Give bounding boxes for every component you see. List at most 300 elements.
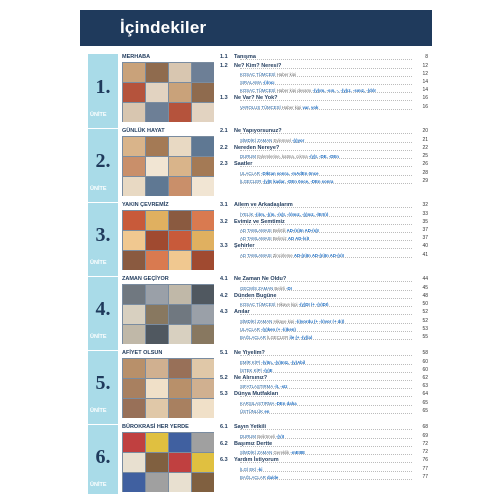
photo-tile bbox=[123, 379, 145, 398]
leader-dots bbox=[240, 462, 412, 463]
topic-suffix: -(y)ım, -sın, -, -(y)ız, -sınız, -(dı)r bbox=[312, 88, 377, 93]
unit-label: ÜNİTE bbox=[90, 334, 107, 340]
page-number: 64 bbox=[422, 391, 428, 397]
topic-name: AD TAMLAMASI bbox=[240, 228, 272, 233]
toc-lesson-row[interactable] bbox=[220, 54, 428, 61]
unit-tab[interactable] bbox=[88, 424, 118, 492]
unit-title: BÜROKRASİ HER YERDE bbox=[122, 424, 189, 430]
leader-dots bbox=[240, 290, 412, 291]
photo-tile bbox=[123, 453, 145, 472]
leader-dots bbox=[240, 331, 412, 332]
leader-dots bbox=[240, 372, 412, 373]
toc-grammar-row[interactable] bbox=[220, 433, 428, 440]
page-number: 12 bbox=[422, 62, 428, 69]
toc-grammar-row[interactable] bbox=[220, 79, 428, 86]
lesson-number: 4.2 bbox=[220, 292, 228, 299]
leader-dots bbox=[240, 240, 412, 241]
toc-lesson-row[interactable] bbox=[220, 161, 428, 168]
photo-tile bbox=[123, 157, 145, 176]
toc-grammar-row[interactable] bbox=[220, 326, 428, 333]
toc-lesson-row[interactable] bbox=[220, 128, 428, 135]
photo-tile bbox=[192, 103, 214, 122]
lesson-number: 1.3 bbox=[220, 95, 228, 101]
page-number: 76 bbox=[422, 457, 428, 463]
toc-lesson-row[interactable] bbox=[220, 243, 428, 250]
page-number: 58 bbox=[422, 350, 428, 356]
toc-grammar-row[interactable] bbox=[220, 383, 428, 390]
unit-number: 6. bbox=[95, 446, 111, 468]
photo-tile bbox=[146, 305, 168, 324]
topic-suffix: da/de bbox=[267, 474, 279, 480]
leader-dots bbox=[240, 471, 412, 472]
page-number: 14 bbox=[422, 87, 428, 93]
topic-name: Ne Yiyelim? bbox=[234, 350, 265, 356]
photo-tile bbox=[192, 379, 214, 398]
toc-grammar-row[interactable] bbox=[220, 408, 428, 415]
topic-suffix: en bbox=[264, 408, 270, 414]
toc-lesson-row[interactable] bbox=[220, 457, 428, 464]
toc-lesson-row[interactable] bbox=[220, 391, 428, 398]
unit-toc bbox=[220, 202, 432, 272]
topic-name: İSTEK KİPİ bbox=[240, 367, 262, 373]
lesson-number: 5.2 bbox=[220, 374, 228, 381]
page-number: 14 bbox=[422, 79, 428, 85]
leader-dots bbox=[240, 323, 412, 324]
unit-photo-collage bbox=[122, 432, 214, 492]
toc-grammar-row[interactable] bbox=[220, 466, 428, 473]
topic-suffix: -(y)I, -DE, -DEn bbox=[308, 154, 339, 159]
leader-dots bbox=[240, 380, 412, 381]
photo-tile bbox=[192, 177, 214, 196]
topic-name: KOŞAÇ TÜMCESİ bbox=[240, 302, 276, 307]
leader-dots bbox=[240, 84, 412, 85]
unit-tab[interactable] bbox=[88, 202, 118, 270]
leader-dots bbox=[240, 142, 412, 143]
toc-lesson-row[interactable] bbox=[220, 145, 428, 152]
leader-dots bbox=[240, 92, 412, 93]
lesson-number: 3.1 bbox=[220, 202, 228, 208]
toc-grammar-row[interactable] bbox=[220, 137, 428, 144]
photo-tile bbox=[123, 251, 145, 270]
photo-tile bbox=[192, 83, 214, 102]
photo-tile bbox=[192, 137, 214, 156]
unit-separator bbox=[88, 128, 118, 129]
leader-dots bbox=[240, 446, 412, 447]
topic-note: Belirtili bbox=[272, 228, 286, 233]
leader-dots bbox=[240, 207, 412, 208]
topic-name: SIFATLAŞTIRMA bbox=[240, 384, 273, 389]
photo-tile bbox=[192, 453, 214, 472]
toc-lesson-row[interactable] bbox=[220, 202, 428, 209]
topic-name: AD TAMLAMASI bbox=[240, 252, 272, 258]
photo-tile bbox=[192, 399, 214, 418]
toc-lesson-row[interactable] bbox=[220, 219, 428, 226]
photo-tile bbox=[123, 211, 145, 230]
leader-dots bbox=[240, 175, 412, 176]
leader-dots bbox=[240, 298, 412, 299]
topic-suffix: -(y)E bbox=[262, 367, 273, 373]
lesson-number: 4.1 bbox=[220, 276, 228, 282]
page-number: 60 bbox=[422, 366, 428, 373]
toc-grammar-row[interactable] bbox=[220, 153, 428, 160]
leader-dots bbox=[240, 388, 412, 389]
unit-tab[interactable] bbox=[88, 54, 118, 122]
page-number: 21 bbox=[422, 136, 428, 143]
page-number: 16 bbox=[422, 95, 428, 101]
leader-dots bbox=[240, 396, 412, 397]
page-number: 37 bbox=[422, 227, 428, 233]
toc-lesson-row[interactable] bbox=[220, 441, 428, 448]
page-number: 69 bbox=[422, 432, 428, 439]
topic-suffix: -(y)E kadar, -DEn önce, -DEn sonra bbox=[262, 178, 334, 184]
toc-grammar-row[interactable] bbox=[220, 87, 428, 94]
lesson-number: 2.3 bbox=[220, 161, 228, 167]
page-number: 16 bbox=[422, 103, 428, 110]
topic-name: Nereden Nereye? bbox=[234, 144, 280, 151]
topic-name: Sayın Yetkili bbox=[234, 424, 267, 430]
page-number: 22 bbox=[422, 144, 428, 151]
photo-tile bbox=[169, 453, 191, 472]
photo-tile bbox=[123, 433, 145, 452]
lesson-number: 5.1 bbox=[220, 350, 228, 356]
topic-suffix: -(y)In, -(y)InIz, -(y)Abil bbox=[261, 359, 306, 365]
photo-tile bbox=[192, 231, 214, 250]
unit-number: 2. bbox=[95, 150, 111, 172]
leader-dots bbox=[240, 166, 412, 167]
topic-note: Haber kipi devamı bbox=[276, 88, 312, 93]
topic-suffix: ile (+ -(y)la) bbox=[289, 334, 313, 340]
unit-label: ÜNİTE bbox=[90, 260, 107, 266]
topic-name: KOŞAÇ TÜMCESİ bbox=[240, 88, 276, 93]
page-number: 35 bbox=[422, 218, 428, 225]
photo-tile bbox=[146, 433, 168, 452]
topic-suffix: -(ı)yor bbox=[292, 137, 305, 143]
topic-name: Ne Yapıyorsunuz? bbox=[234, 128, 282, 134]
toc-lesson-row[interactable] bbox=[220, 309, 428, 316]
toc-grammar-row[interactable] bbox=[220, 400, 428, 407]
topic-name: Evimiz ve Semtimiz bbox=[234, 218, 285, 225]
photo-tile bbox=[192, 433, 214, 452]
leader-dots bbox=[240, 68, 412, 69]
toc-lesson-row[interactable] bbox=[220, 293, 428, 300]
toc-grammar-row[interactable] bbox=[220, 235, 428, 242]
topic-suffix: -lI, -sIz bbox=[274, 384, 288, 389]
unit-number: 1. bbox=[95, 76, 111, 98]
topic-name: Ailem ve Arkadaşlarım bbox=[234, 202, 293, 208]
page-number: 55 bbox=[422, 333, 428, 340]
toc-lesson-row[interactable] bbox=[220, 63, 428, 70]
photo-tile bbox=[146, 103, 168, 122]
lesson-number: 3.3 bbox=[220, 243, 228, 249]
leader-dots bbox=[240, 438, 412, 439]
topic-note: İLGEÇLER bbox=[267, 334, 289, 340]
topic-note: Belirsiz bbox=[272, 236, 287, 241]
photo-tile bbox=[192, 63, 214, 82]
page-number: 26 bbox=[422, 161, 428, 167]
toc-grammar-row[interactable] bbox=[220, 178, 428, 185]
unit-tab[interactable] bbox=[88, 350, 118, 418]
topic-suffix: -ki bbox=[257, 466, 263, 472]
photo-tile bbox=[123, 231, 145, 250]
photo-tile bbox=[123, 473, 145, 492]
topic-suffix: -(ı)yordu (+ -(ı)yor (+ dı)) bbox=[295, 318, 345, 324]
page-number: 77 bbox=[422, 465, 428, 472]
unit-separator bbox=[88, 424, 118, 425]
topic-name: VAROLUŞ TÜMCESİ bbox=[240, 104, 281, 110]
page-number: 68 bbox=[422, 424, 428, 430]
toc-lesson-row[interactable] bbox=[220, 95, 428, 102]
leader-dots bbox=[240, 364, 412, 365]
topic-name: AD TAMLAMASI bbox=[240, 236, 272, 241]
toc-grammar-row[interactable] bbox=[220, 449, 428, 456]
topic-name: BAĞLAÇLAR bbox=[240, 474, 266, 480]
leader-dots bbox=[240, 314, 412, 315]
leader-dots bbox=[240, 429, 412, 430]
topic-suffix: -(ı)m, -(ı)n, -(s)I, -(ı)mız, -(ı)nız, -lErI(ı) bbox=[254, 211, 329, 217]
topic-suffix: -(y)DI (+ -(y)DI) bbox=[298, 302, 329, 307]
toc-lesson-row[interactable] bbox=[220, 424, 428, 431]
leader-dots bbox=[240, 306, 412, 307]
topic-note: Eylemlerine, katma, çıkma bbox=[257, 154, 308, 159]
photo-tile bbox=[169, 103, 191, 122]
topic-suffix: var, yok bbox=[302, 104, 319, 110]
photo-tile bbox=[192, 325, 214, 344]
photo-tile bbox=[146, 63, 168, 82]
topic-name: DURUM bbox=[240, 433, 256, 439]
topic-name: BAĞLAÇLAR bbox=[240, 334, 266, 340]
toc-grammar-row[interactable] bbox=[220, 104, 428, 111]
unit-number: 4. bbox=[95, 298, 111, 320]
unit-label: ÜNİTE bbox=[90, 186, 107, 192]
photo-tile bbox=[146, 231, 168, 250]
photo-tile bbox=[123, 399, 145, 418]
leader-dots bbox=[240, 224, 412, 225]
photo-tile bbox=[169, 473, 191, 492]
toc-grammar-row[interactable] bbox=[220, 71, 428, 78]
unit-separator bbox=[88, 202, 118, 203]
page-number: 63 bbox=[422, 383, 428, 389]
photo-tile bbox=[169, 231, 191, 250]
page-number: 37 bbox=[422, 235, 428, 241]
topic-suffix: AD-(n)In AD-(s)I bbox=[286, 228, 319, 233]
topic-name: Dünya Mutfakları bbox=[234, 391, 279, 397]
topic-note: Eylemsel bbox=[273, 137, 291, 143]
toc-grammar-row[interactable] bbox=[220, 474, 428, 481]
lesson-number: 6.3 bbox=[220, 457, 228, 463]
page-number: 62 bbox=[422, 374, 428, 381]
unit-title: GÜNLÜK HAYAT bbox=[122, 128, 165, 134]
photo-tile bbox=[146, 453, 168, 472]
lesson-number: 2.1 bbox=[220, 128, 228, 134]
page-number: 33 bbox=[422, 210, 428, 217]
photo-tile bbox=[146, 379, 168, 398]
unit-photo-collage bbox=[122, 62, 214, 122]
page-number: 72 bbox=[422, 449, 428, 455]
leader-dots bbox=[240, 413, 412, 414]
photo-tile bbox=[146, 399, 168, 418]
page-number: 44 bbox=[422, 276, 428, 282]
topic-name: ŞİMDİKİ ZAMAN bbox=[240, 318, 273, 324]
topic-suffix: -(y)ken (+ -(ı)ken) bbox=[261, 326, 296, 332]
topic-name: Ne Zaman Ne Oldu? bbox=[234, 276, 287, 282]
topic-name: SIRALAMA bbox=[240, 80, 262, 85]
photo-tile bbox=[169, 83, 191, 102]
unit-toc bbox=[220, 276, 432, 346]
leader-dots bbox=[240, 158, 412, 159]
toc-page bbox=[80, 10, 432, 498]
toc-grammar-row[interactable] bbox=[220, 170, 428, 177]
topic-name: İYELİK bbox=[240, 211, 254, 217]
leader-dots bbox=[240, 216, 412, 217]
topic-name: Ne? Kim? Neresi? bbox=[234, 62, 282, 69]
page-number: 12 bbox=[422, 71, 428, 77]
topic-name: ULAÇLAR bbox=[240, 326, 260, 332]
leader-dots bbox=[240, 355, 412, 356]
page-number: 53 bbox=[422, 325, 428, 332]
unit-separator bbox=[88, 276, 118, 277]
topic-note: Zincirleme bbox=[272, 252, 293, 258]
photo-tile bbox=[146, 251, 168, 270]
lesson-number: 4.3 bbox=[220, 309, 228, 315]
topic-name: İLGEÇLER bbox=[240, 178, 262, 184]
topic-suffix: -(y)I bbox=[276, 433, 284, 439]
photo-tile bbox=[169, 433, 191, 452]
topic-name: Saatler bbox=[234, 161, 253, 167]
topic-suffix: -DIktan sonra, -mAdEn önce bbox=[261, 170, 319, 176]
page-number: 50 bbox=[422, 301, 428, 307]
page-number: 28 bbox=[422, 169, 428, 176]
photo-tile bbox=[169, 157, 191, 176]
unit-toc bbox=[220, 54, 432, 124]
topic-suffix: -DI bbox=[286, 285, 292, 291]
lesson-number: 5.3 bbox=[220, 391, 228, 397]
toc-grammar-row[interactable] bbox=[220, 301, 428, 308]
leader-dots bbox=[240, 454, 412, 455]
photo-tile bbox=[169, 325, 191, 344]
topic-suffix: AD-(n)In AD-(n)In AD-(s)I bbox=[293, 252, 344, 258]
photo-tile bbox=[146, 211, 168, 230]
page-number: 29 bbox=[422, 177, 428, 184]
topic-note: Hikaye kipi bbox=[273, 318, 295, 324]
lesson-number: 1.2 bbox=[220, 62, 228, 69]
toc-grammar-row[interactable] bbox=[220, 252, 428, 259]
photo-tile bbox=[192, 473, 214, 492]
topic-note: Belirtmeli bbox=[257, 433, 275, 439]
topic-name: KARŞILAŞTIRMA bbox=[240, 400, 275, 406]
photo-tile bbox=[169, 379, 191, 398]
unit-title: ZAMAN GEÇİYOR bbox=[122, 276, 169, 282]
photo-tile bbox=[169, 177, 191, 196]
topic-name: ŞİMDİKİ ZAMAN bbox=[240, 137, 273, 143]
toc-grammar-row[interactable] bbox=[220, 334, 428, 341]
unit-number: 5. bbox=[95, 372, 111, 394]
toc-grammar-row[interactable] bbox=[220, 285, 428, 292]
unit-photo-collage bbox=[122, 358, 214, 418]
photo-tile bbox=[146, 177, 168, 196]
photo-tile bbox=[146, 325, 168, 344]
page-number: 52 bbox=[422, 309, 428, 315]
photo-tile bbox=[146, 359, 168, 378]
leader-dots bbox=[240, 479, 412, 480]
topic-name: Anılar bbox=[234, 309, 250, 315]
toc-grammar-row[interactable] bbox=[220, 359, 428, 366]
lesson-number: 3.2 bbox=[220, 218, 228, 225]
topic-note: Haber kipi bbox=[276, 72, 297, 77]
page-number: 32 bbox=[422, 202, 428, 208]
leader-dots bbox=[240, 59, 412, 60]
toc-grammar-row[interactable] bbox=[220, 318, 428, 325]
photo-tile bbox=[169, 399, 191, 418]
topic-name: Tanışma bbox=[234, 54, 256, 60]
leader-dots bbox=[240, 76, 412, 77]
toc-lesson-row[interactable] bbox=[220, 375, 428, 382]
page-number: 25 bbox=[422, 153, 428, 159]
toc-lesson-row[interactable] bbox=[220, 350, 428, 357]
leader-dots bbox=[240, 405, 412, 406]
topic-note: Gereklik bbox=[273, 450, 290, 455]
topic-suffix: -DEn daha bbox=[275, 400, 297, 406]
lesson-number: 6.1 bbox=[220, 424, 228, 430]
unit-tab[interactable] bbox=[88, 128, 118, 196]
unit-label: ÜNİTE bbox=[90, 408, 107, 414]
photo-tile bbox=[146, 157, 168, 176]
toc-lesson-row[interactable] bbox=[220, 276, 428, 283]
leader-dots bbox=[240, 100, 412, 101]
toc-grammar-row[interactable] bbox=[220, 211, 428, 218]
lesson-number: 6.2 bbox=[220, 440, 228, 447]
toc-grammar-row[interactable] bbox=[220, 367, 428, 374]
topic-name: DURUM bbox=[240, 154, 256, 159]
title-bar bbox=[80, 10, 432, 46]
topic-name: Ne Alırsınız? bbox=[234, 374, 268, 381]
topic-suffix: AD AD-(s)I bbox=[287, 236, 310, 241]
topic-note: Hikaye kipi bbox=[276, 302, 298, 307]
photo-tile bbox=[169, 63, 191, 82]
photo-tile bbox=[169, 251, 191, 270]
page-number: 48 bbox=[422, 292, 428, 299]
photo-tile bbox=[146, 83, 168, 102]
unit-tab[interactable] bbox=[88, 276, 118, 344]
unit-photo-collage bbox=[122, 284, 214, 344]
topic-suffix: -mEIIIE bbox=[290, 450, 305, 455]
unit-title: AFİYET OLSUN bbox=[122, 350, 163, 356]
unit-title: YAKIN ÇEVREMİZ bbox=[122, 202, 169, 208]
unit-photo-collage bbox=[122, 210, 214, 270]
toc-grammar-row[interactable] bbox=[220, 227, 428, 234]
unit-toc bbox=[220, 350, 432, 420]
page-title: İçindekiler bbox=[120, 18, 207, 37]
topic-name: ŞİMDİKİ ZAMAN bbox=[240, 450, 273, 455]
leader-dots bbox=[240, 109, 412, 110]
topic-suffix: -(ı)ncı bbox=[262, 80, 275, 85]
topic-name: Şehirler bbox=[234, 243, 255, 249]
page-number: 52 bbox=[422, 317, 428, 324]
topic-name: ULAÇLAR bbox=[240, 170, 260, 176]
leader-dots bbox=[240, 133, 412, 134]
topic-name: KOŞAÇ TÜMCESİ bbox=[240, 72, 276, 77]
photo-tile bbox=[123, 63, 145, 82]
page-number: 72 bbox=[422, 440, 428, 447]
photo-tile bbox=[169, 211, 191, 230]
topic-name: GEÇMİŞ ZAMAN bbox=[240, 285, 274, 291]
leader-dots bbox=[240, 257, 412, 258]
unit-number: 3. bbox=[95, 224, 111, 246]
leader-dots bbox=[240, 232, 412, 233]
photo-tile bbox=[169, 285, 191, 304]
photo-tile bbox=[123, 285, 145, 304]
photo-tile bbox=[146, 473, 168, 492]
lesson-number: 2.2 bbox=[220, 144, 228, 151]
